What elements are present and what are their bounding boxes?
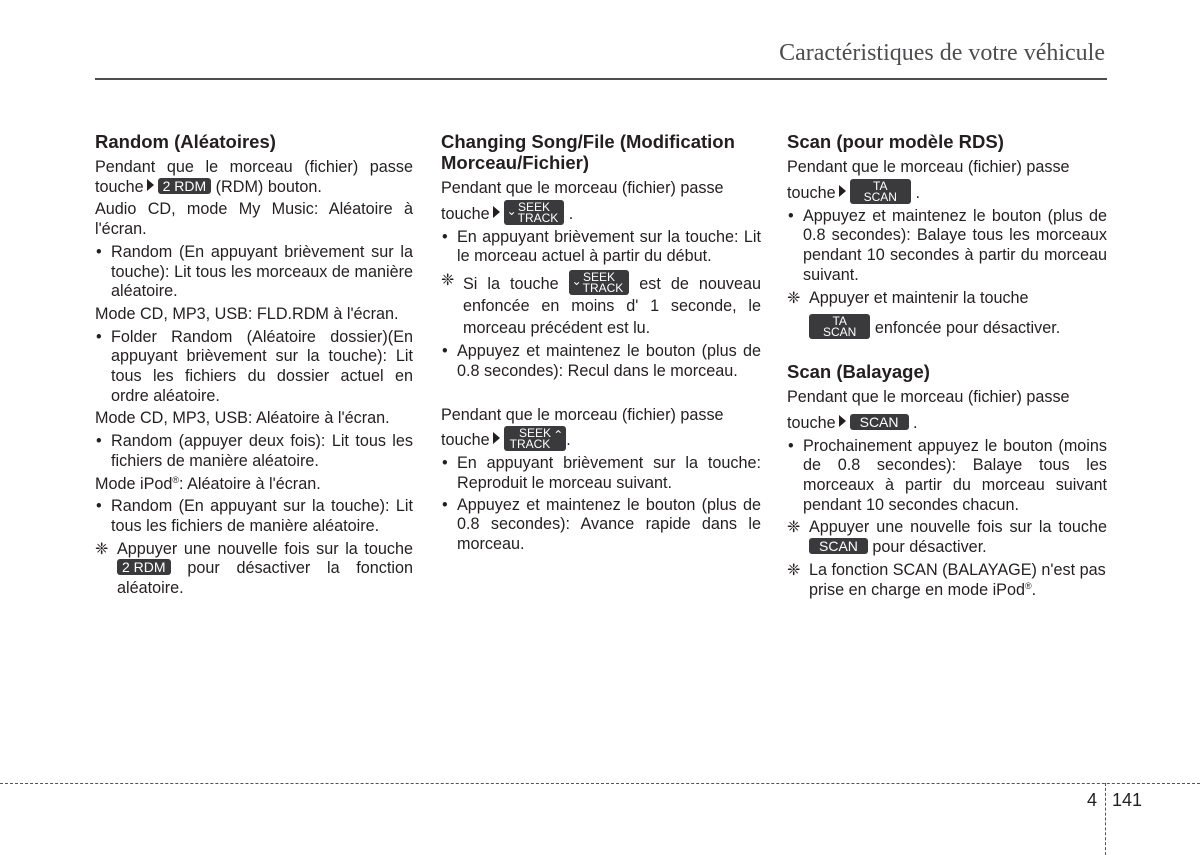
text: Mode iPod	[95, 474, 173, 493]
chevron-up-icon: ⌃	[553, 428, 564, 443]
seek-track-down-key	[569, 270, 630, 295]
text: pour désactiver la fonction aléatoire.	[117, 559, 414, 598]
note-icon: ❈	[787, 289, 801, 307]
list-item: • En appuyant brièvement sur la touche: Lit le morceau actuel à partir du début.	[441, 228, 761, 267]
section-title-changing-song: Changing Song/File (Modification Morceau/Fichier)	[441, 131, 735, 173]
bullet-list	[441, 228, 761, 267]
registered-mark: ®	[1024, 580, 1032, 591]
page-header-title: Caractéristiques de votre véhicule	[779, 40, 1105, 66]
text: (RDM) bouton.	[215, 177, 322, 196]
text: .	[1031, 580, 1037, 599]
play-triangle-icon	[147, 179, 154, 191]
key-label: TA	[832, 314, 847, 329]
section-title-scan-rds: Scan (pour modèle RDS)	[787, 131, 1004, 152]
text: Pendant que le morceau (fichier) passe	[441, 179, 724, 197]
note-icon: ❈	[787, 561, 801, 579]
text: Appuyer et maintenir la touche	[809, 288, 1029, 307]
key-label: SCAN	[863, 189, 897, 204]
key-label: TRACK	[582, 281, 624, 296]
bullet-list	[441, 454, 761, 555]
note-icon: ❈	[441, 272, 455, 290]
text: touche	[441, 204, 490, 223]
column-random	[95, 131, 413, 602]
text: touche	[787, 183, 836, 202]
note-seek-previous	[441, 270, 761, 339]
ta-scan-key	[809, 314, 870, 339]
section-title-scan: Scan (Balayage)	[787, 361, 930, 383]
rdm-key: 2 RDM	[117, 559, 171, 575]
text: : Aléatoire à l'écran.	[179, 474, 321, 493]
spacer	[441, 385, 761, 406]
play-triangle-icon	[839, 185, 846, 197]
text: Appuyer une nouvelle fois sur la touche	[809, 518, 1107, 537]
scan-key: SCAN	[850, 414, 909, 430]
paragraph-rdm-intro	[95, 158, 413, 197]
section-title-random: Random (Aléatoires)	[95, 131, 276, 152]
paragraph-seek-up-intro: Pendant que le morceau (fichier) passe touche SEEK TRACK ⌃ .	[441, 405, 724, 452]
column-changing-song	[441, 131, 761, 558]
paragraph-scan-rds-intro: Pendant que le morceau (fichier) passe touche TA SCAN .	[787, 158, 1070, 204]
note-icon: ❈	[787, 519, 801, 537]
play-triangle-icon	[839, 415, 846, 427]
chevron-down-icon: ⌄	[506, 203, 517, 218]
list-item: • Appuyez et maintenez le bouton (plus de 0.8 secondes): Recul dans le morceau.	[441, 342, 761, 381]
text: Pendant que le morceau (fichier) passe	[441, 405, 724, 424]
text: La fonction SCAN (BALAYAGE) n'est pas prise en charge en mode iPod	[809, 560, 1106, 599]
ta-scan-key	[850, 179, 911, 204]
note-rdm-off	[95, 540, 413, 599]
paragraph-audio-cd: Audio CD, mode My Music: Aléatoire à l'écran.	[95, 200, 413, 239]
key-label: SEEK	[517, 199, 550, 214]
chapter-number: 4	[1087, 790, 1098, 810]
text: Si la touche	[463, 275, 559, 294]
list-item: • Appuyez et maintenez le bouton (plus de 0.8 secondes): Balaye tous les morceaux pendant 10 secondes à partir du morceau suivant.	[787, 207, 1107, 286]
list-item: • Random (En appuyant sur la touche): Lit tous les fichiers de manière aléatoire.	[95, 497, 413, 536]
note-icon: ❈	[95, 540, 109, 558]
paragraph-mode-cd: Mode CD, MP3, USB: FLD.RDM à l'écran.	[95, 304, 399, 323]
footer-dashed-rule	[0, 783, 1200, 784]
registered-mark: ®	[172, 474, 180, 485]
paragraph-ipod	[95, 475, 413, 495]
text: touche	[441, 431, 490, 450]
chevron-down-icon: ⌄	[571, 274, 582, 289]
header-rule	[95, 78, 1107, 80]
bullet-list	[95, 328, 413, 407]
text: Pendant que le morceau (fichier) passe	[787, 158, 1070, 176]
footer-dashed-divider	[1105, 783, 1106, 855]
list-item: • Folder Random (Aléatoire dossier)(En appuyant brièvement sur la touche): Lit tous les fichiers du dossier actuel en ordre aléatoire.	[95, 328, 413, 407]
list-item: • Random (En appuyant brièvement sur la touche): Lit tous les morceaux de manière aléatoire.	[95, 243, 413, 302]
bullet-list	[95, 432, 413, 471]
scan-key: SCAN	[809, 538, 868, 554]
bullet-list	[95, 243, 413, 302]
paragraph-seek-down-intro: Pendant que le morceau (fichier) passe touche ⌄ SEEK TRACK .	[441, 179, 724, 225]
play-triangle-icon	[493, 432, 500, 444]
paragraph-scan-intro: Pendant que le morceau (fichier) passe touche SCAN .	[787, 388, 1070, 432]
text: pour désactiver.	[872, 538, 987, 557]
text: enfoncée pour désactiver.	[874, 319, 1061, 338]
key-label: SEEK	[582, 270, 615, 285]
list-item: • Random (appuyer deux fois): Lit tous les fichiers de manière aléatoire.	[95, 432, 413, 471]
seek-track-up-key	[504, 426, 567, 451]
note-scan-rds-off	[787, 289, 1107, 340]
text: touche	[787, 413, 836, 432]
play-triangle-icon	[493, 206, 500, 218]
note-scan-ipod	[787, 561, 1107, 600]
paragraph-mode-cd-2: Mode CD, MP3, USB: Aléatoire à l'écran.	[95, 409, 390, 428]
bullet-list	[787, 437, 1107, 516]
key-label: SEEK	[518, 426, 551, 441]
text: Appuyer une nouvelle fois sur la touche	[117, 539, 413, 558]
column-scan	[787, 131, 1107, 603]
text: Pendant que le morceau (fichier) passe touche	[95, 158, 413, 196]
list-item: • Appuyez et maintenez le bouton (plus de 0.8 secondes): Avance rapide dans le morceau.	[441, 496, 761, 555]
list-item: • En appuyant brièvement sur la touche: Reproduit le morceau suivant.	[441, 454, 761, 493]
key-label: TA	[873, 178, 888, 193]
key-label: TRACK	[517, 210, 559, 225]
key-label: TRACK	[509, 437, 551, 452]
page-number: 141	[1112, 790, 1143, 810]
key-label: SCAN	[823, 325, 857, 340]
list-item: • Prochainement appuyez le bouton (moins de 0.8 secondes): Balaye tous les morceaux à partir du morceau suivant pendant 10 secondes chacun.	[787, 437, 1107, 516]
bullet-list	[441, 342, 761, 381]
bullet-list	[95, 497, 413, 536]
bullet-list	[787, 207, 1107, 286]
rdm-key: 2 RDM	[158, 178, 212, 194]
note-scan-off	[787, 518, 1107, 557]
seek-track-down-key	[504, 200, 565, 225]
text: Pendant que le morceau (fichier) passe	[787, 388, 1070, 407]
text: est de nouveau enfoncée en moins d' 1 seconde, le morceau précédent est lu.	[463, 275, 761, 338]
